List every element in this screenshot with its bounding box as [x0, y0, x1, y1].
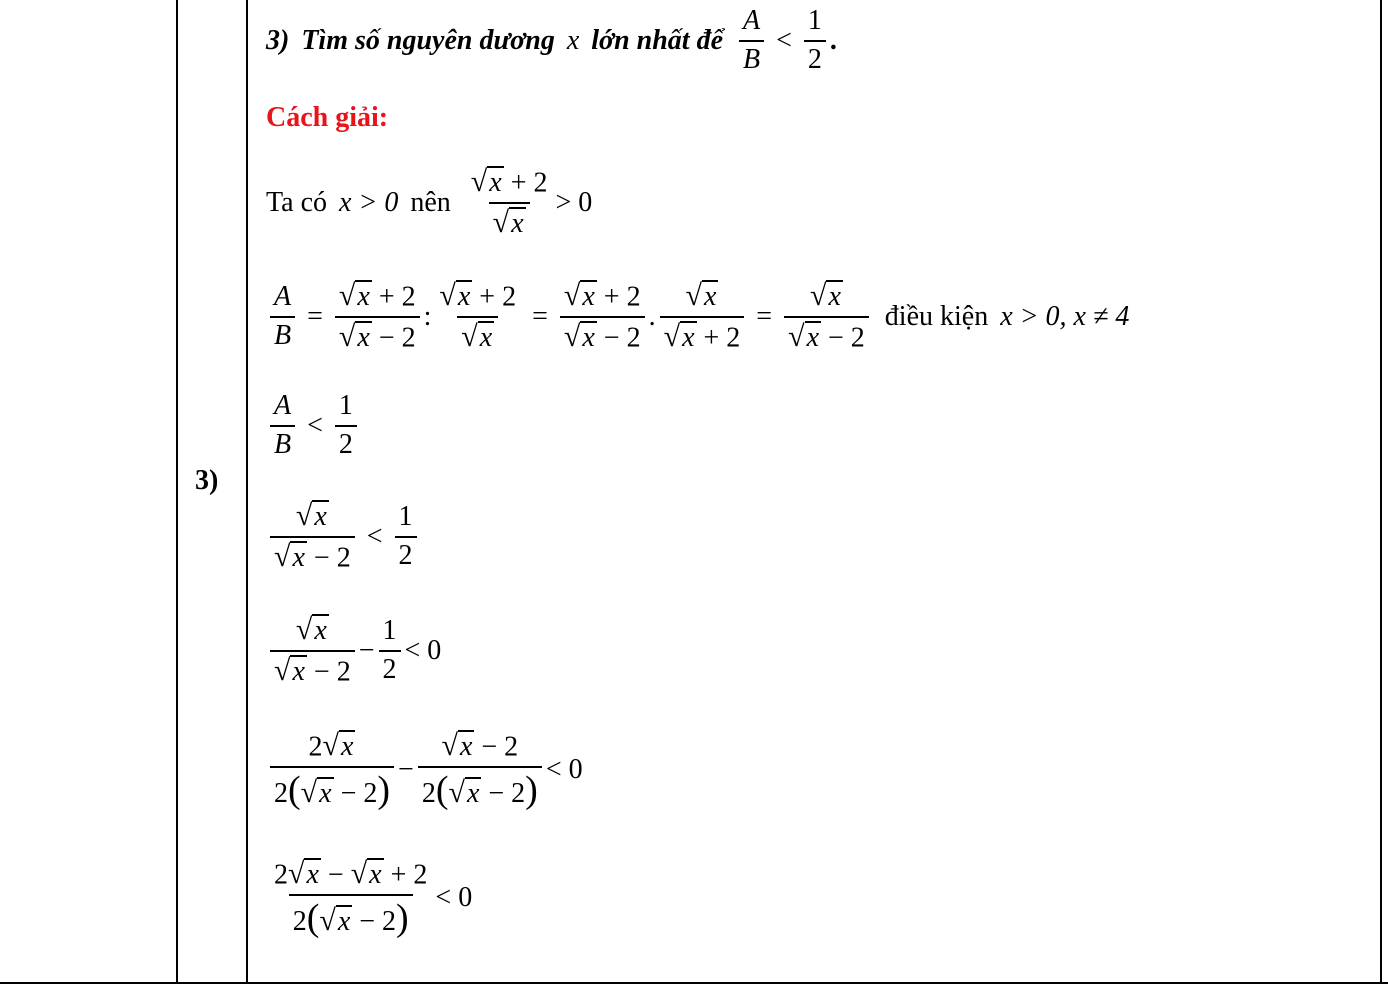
solution-line-3: $\frac{A}{B}$ < $\frac{1}{2}$ [266, 386, 361, 466]
solution-heading: Cách giải: [266, 102, 389, 133]
table-border-middle [246, 0, 248, 984]
solution-line-1: Ta có x > 0 nên √ x + 2 √ x > 0 [266, 165, 593, 240]
solution-line-2: $\frac{A}{B}$ = √ x + 2 √ x − 2 : √ x + 2 √ x = √ x + 2 √ x − 2 . √ x √ x + 2 = √ x √ x − 2 điều kiện x > 0, x ≠ 4 [266, 274, 1129, 360]
solution-line-5: √ x √ x − 2 − $\frac{1}{2}$ < 0 [266, 608, 441, 694]
row-label: 3) [195, 465, 219, 496]
table-border-right [1380, 0, 1382, 984]
solution-line-4: √ x √ x − 2 < $\frac{1}{2}$ [266, 494, 421, 580]
question-fraction: $\frac{A}{B}$ [739, 6, 764, 76]
question-line: 3) Tìm số nguyên dương x lớn nhất để $\frac{A}{B}$ < $\frac{1}{2}$ . [266, 5, 837, 75]
solution-line-7: 2 √ x − √ x + 2 2( √ x − 2) < 0 [274, 857, 473, 940]
table-border-left [176, 0, 178, 984]
question-rhs-fraction: $\frac{1}{2}$ [804, 6, 826, 76]
solution-line-6: 2 √ x 2( √ x − 2) − √ x − 2 2( √ x − 2) < 0 [266, 722, 583, 818]
